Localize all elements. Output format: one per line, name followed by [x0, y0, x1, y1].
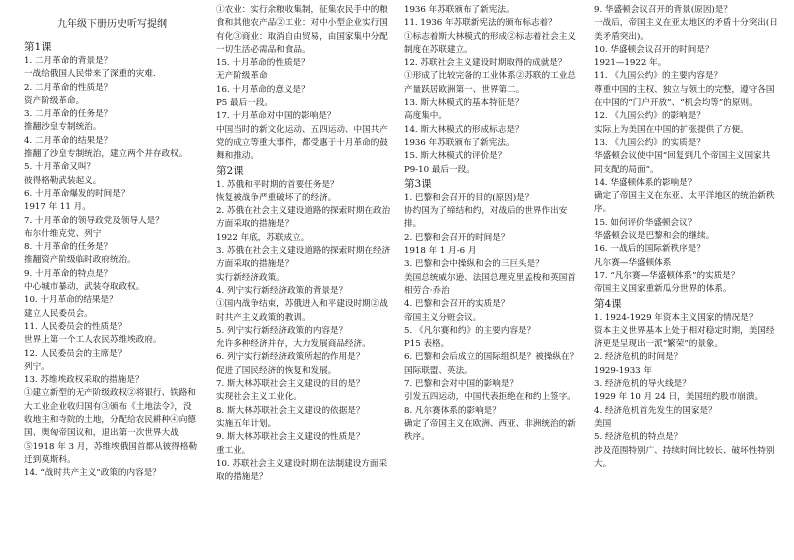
answer-line: 重工业。	[216, 445, 251, 456]
question-line: 11. 1936 年苏联新宪法的颁布标志着？	[404, 18, 557, 29]
question-line: 10. 十月革命的结果是？	[24, 295, 118, 306]
lesson-heading: 第4课	[594, 297, 622, 310]
document-title: 九年级下册历史听写提纲	[57, 19, 167, 30]
answer-line: ①形成了比较完备的工业体系②苏联的工业总产量跃居欧洲第一、世界第二。	[404, 71, 576, 95]
question-line: 5. 列宁实行新经济政策的内容是？	[216, 325, 348, 336]
answer-line: 1936 年苏联颁布了新宪法。	[404, 137, 515, 148]
column-3	[404, 4, 582, 558]
answer-line: 华盛顿会议是巴黎和会的继续。	[594, 231, 715, 242]
answer-line: 推翻了沙皇专制统治，建立两个并存政权。	[24, 149, 188, 160]
answer-line: 一战后，帝国主义在亚太地区的矛盾十分突出(日美矛盾突出)。	[594, 18, 778, 42]
question-line: 12. 苏联社会主义建设时期取得的成就是？	[404, 58, 567, 69]
answer-line: 实现社会主义工业化。	[216, 392, 302, 403]
lesson-heading: 第2课	[216, 164, 244, 177]
question-line: 4. 巴黎和会召开的实质是？	[404, 299, 510, 310]
question-line: 16. 一战后的国际新秩序是？	[594, 244, 705, 255]
answer-line: 中心城市暴动，武装夺取政权。	[24, 282, 145, 293]
question-line: 1. 二月革命的背景是？	[24, 56, 113, 66]
answer-line: 美国总统威尔逊、法国总理克里孟梭和英国首相劳合·乔治	[404, 272, 576, 296]
answer-line: P9-10 最后一段。	[404, 164, 475, 175]
question-line: 14. 斯大林模式的形成标志是？	[404, 124, 524, 135]
question-line: 4. 列宁实行新经济政策的背景是？	[216, 285, 348, 296]
question-line: 8. 凡尔赛体系的影响是？	[404, 405, 501, 416]
question-line: 6. 列宁实行新经济政策所起的作用是？	[216, 352, 365, 363]
lesson-heading: 第1课	[24, 41, 52, 53]
answer-line: 帝国主义分赃会议。	[404, 312, 482, 323]
question-line: 5. 十月革命又叫？	[24, 162, 96, 173]
column-2	[216, 4, 394, 558]
answer-line: 允许多种经济并存，大力发展商品经济。	[216, 339, 371, 350]
question-line: 17. “凡尔赛—华盛顿体系”的实质是？	[594, 270, 740, 281]
answer-line: ①农业：实行余粮收集制，征集农民手中的粮食和其他农产品②工业：对中小型企业实行国有化③商业：取消自由贸易，由国家集中分配一切生活必需品和食品。	[216, 5, 388, 55]
question-line: 12. 《九国公约》的影响是？	[594, 111, 705, 122]
answer-line: 1917 年 11 月。	[24, 202, 91, 213]
answer-line: ①建立新型的无产阶级政权②将银行、铁路和大工业企业收归国有③颁布《土地法令》，没收地主和寺院的土地，分配给农民耕种④向德国、奥匈帝国议和，退出第一次世界大战⑤1918 年 3 月，苏维埃俄国首都从彼得格勒迁到莫斯科。	[24, 388, 198, 465]
answer-line: 涉及范围特别广、持续时间比较长、破坏性特别大。	[594, 445, 775, 469]
question-line: 15. 十月革命的性质是？	[216, 58, 310, 69]
question-line: 7. 斯大林苏联社会主义建设的目的是？	[216, 379, 365, 390]
answer-line: 1929-1933 年	[594, 365, 652, 376]
answer-line: 凡尔赛—华盛顿体系	[594, 257, 672, 268]
question-line: 3. 巴黎和会中操纵和会的三巨头是？	[404, 259, 544, 270]
column-1	[24, 4, 200, 558]
answer-line: 列宁。	[24, 361, 50, 372]
answer-line: 推翻资产阶级临时政府统治。	[24, 255, 136, 266]
question-line: 8. 十月革命的任务是？	[24, 242, 113, 253]
question-line: 7. 巴黎和会对中国的影响是？	[404, 379, 519, 390]
answer-line: ①国内战争结束，苏俄进入和平建设时期②战时共产主义政策的教训。	[216, 299, 388, 323]
answer-line: 中国当时的新文化运动、五四运动、中国共产党的成立等重大事件，都受惠于十月革命的鼓舞和推动。	[216, 124, 388, 162]
question-line: 6. 巴黎和会后成立的国际组织是？被操纵在？	[404, 352, 579, 363]
answer-line: P5 最后一段。	[216, 98, 273, 109]
answer-line: 资本主义世界基本上处于相对稳定时期，美国经济更是呈现出一派“繁荣”的景象。	[594, 325, 775, 350]
answer-line: 世界上第一个工人农民苏维埃政府。	[24, 335, 162, 346]
answer-line: 无产阶级革命	[216, 71, 268, 82]
column-4	[594, 4, 778, 558]
answer-line: 引发五四运动，中国代表拒绝在和约上签字。	[404, 392, 576, 403]
answer-line: 尊重中国的主权、独立与领土的完整，遵守各国在中国的“门户开放”、“机会均等”的原则。	[594, 84, 775, 109]
question-line: 12. 人民委员会的主席是？	[24, 348, 127, 359]
question-line: 9. 十月革命的特点是？	[24, 268, 113, 279]
question-line: 6. 十月革命爆发的时间是？	[24, 188, 130, 199]
answer-line: 美国	[594, 418, 612, 429]
question-line: 13. 斯大林模式的基本特征是？	[404, 98, 524, 109]
question-line: 1. 苏俄和平时期的首要任务是？	[216, 179, 339, 190]
question-line: 5. 经济危机的特点是？	[594, 432, 683, 443]
answer-line: 实施五年计划。	[216, 418, 277, 429]
question-line: 14. 华盛顿体系的影响是？	[594, 177, 697, 188]
answer-line: 1936 年苏联颁布了新宪法。	[404, 5, 515, 15]
question-line: 13. 苏维埃政权采取的措施是？	[24, 375, 144, 386]
answer-line: 确定了帝国主义在欧洲、西亚、非洲统治的新秩序。	[404, 418, 576, 443]
question-line: 15. 如何评价华盛顿会议？	[594, 217, 697, 228]
question-line: 1. 巴黎和会召开的目的(原因)是？	[404, 192, 534, 203]
question-line: 3. 二月革命的任务是？	[24, 109, 113, 120]
question-line: 4. 二月革命的结果是？	[24, 135, 113, 146]
question-line: 2. 经济危机的时间是？	[594, 352, 683, 363]
answer-line: 华盛顿会议使中国“回复到几个帝国主义国家共同支配的局面”。	[594, 151, 771, 175]
question-line: 3. 经济危机的导火线是？	[594, 379, 691, 390]
question-line: 7. 十月革命的领导政党及领导人是？	[24, 215, 164, 226]
question-line: 2. 二月革命的性质是？	[24, 82, 113, 93]
answer-line: ①标志着斯大林模式的形成②标志着社会主义制度在苏联建立。	[404, 31, 576, 55]
question-line: 11. 《九国公约》的主要内容是？	[594, 71, 723, 82]
question-line: 10. 华盛顿会议召开的时间是？	[594, 44, 714, 55]
answer-line: 推翻沙皇专制统治。	[24, 122, 102, 133]
answer-line: P15 表格。	[404, 339, 450, 350]
question-line: 9. 斯大林苏联社会主义建设的性质是？	[216, 432, 365, 443]
answer-line: 布尔什维克党、列宁	[24, 228, 102, 239]
answer-line: 协约国为了缔结和约，对战后的世界作出安排。	[404, 206, 568, 230]
answer-line: 促进了国民经济的恢复和发展。	[216, 365, 337, 376]
question-line: 2. 苏俄在社会主义建设道路的探索时期在政治方面采取的措施是？	[216, 206, 391, 230]
answer-line: 建立人民委员会。	[24, 308, 93, 319]
answer-line: 确定了帝国主义在东亚、太平洋地区的统治新秩序。	[594, 191, 775, 215]
answer-line: 1921—1922 年。	[594, 58, 667, 69]
answer-line: 1922 年底，苏联成立。	[216, 232, 310, 243]
question-line: 17. 十月革命对中国的影响是？	[216, 111, 336, 122]
question-line: 16. 十月革命的意义是？	[216, 84, 310, 95]
question-line: 4. 经济危机首先发生的国家是？	[594, 405, 717, 416]
question-line: 15. 斯大林模式的评价是？	[404, 151, 507, 162]
question-line: 14. “战时共产主义”政策的内容是？	[24, 468, 161, 479]
question-line: 5. 《凡尔赛和约》的主要内容是？	[404, 325, 536, 336]
question-line: 9. 华盛顿会议召开的背景(原因)是？	[594, 5, 732, 15]
answer-line: 实际上为美国在中国的扩张提供了方便。	[594, 124, 749, 135]
question-line: 8. 斯大林苏联社会主义建设的依据是？	[216, 405, 365, 416]
answer-line: 1918 年 1 月-6 月	[404, 246, 477, 257]
question-line: 1. 1924-1929 年资本主义国家的情况是？	[594, 312, 758, 323]
question-line: 2. 巴黎和会召开的时间是？	[404, 232, 510, 243]
question-line: 11. 人民委员会的性质是？	[24, 321, 127, 332]
answer-line: 资产阶级革命。	[24, 95, 85, 106]
answer-line: 国际联盟、英法。	[404, 365, 473, 376]
answer-line: 高度集中。	[404, 111, 447, 122]
answer-line: 实行新经济政策。	[216, 272, 285, 283]
answer-line: 一战给俄国人民带来了深重的灾难.	[24, 69, 156, 80]
answer-line: 彼得格勒武装起义。	[24, 175, 102, 186]
answer-line: 1929 年 10 月 24 日，美国纽约股市崩溃。	[594, 392, 764, 403]
question-line: 13. 《九国公约》的实质是？	[594, 137, 705, 148]
answer-line: 恢复被战争严重破坏了的经济。	[216, 192, 337, 203]
question-line: 3. 苏俄在社会主义建设道路的探索时期在经济方面采取的措施是？	[216, 246, 391, 270]
question-line: 10. 苏联社会主义建设时期在法制建设方面采取的措施是？	[216, 458, 388, 483]
lesson-heading: 第3课	[404, 177, 432, 190]
answer-line: 帝国主义国家重新瓜分世界的体系。	[594, 284, 732, 295]
